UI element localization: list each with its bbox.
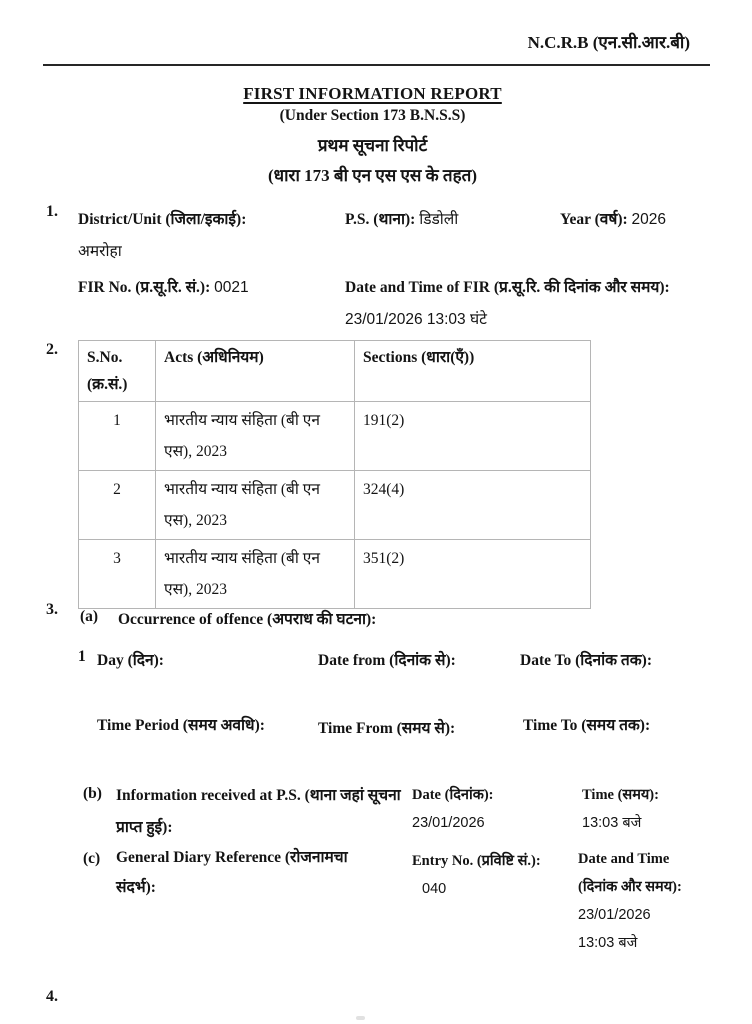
date-from-label: Date from (दिनांक से): xyxy=(318,652,456,669)
day-label: Day (दिन): xyxy=(97,652,164,669)
info-date-field xyxy=(412,781,572,837)
fir-no-value: 0021 xyxy=(214,279,249,296)
year-value: 2026 xyxy=(631,211,667,228)
row2-act: भारतीय न्याय संहिता (बी एन एस), 2023 xyxy=(156,471,355,540)
document-title-hindi: प्रथम सूचना रिपोर्ट xyxy=(317,136,428,155)
fir-datetime-field xyxy=(345,272,680,336)
row2-section: 324(4) xyxy=(355,471,591,540)
fir-datetime-value: 23/01/2026 13:03 घंटे xyxy=(345,311,487,328)
row1-sno: 1 xyxy=(79,402,156,471)
ncrb-header: N.C.R.B (एन.सी.आर.बी) xyxy=(527,33,690,52)
section3b-letter: (b) xyxy=(83,785,102,802)
ps-label: P.S. (थाना): xyxy=(345,211,416,228)
gd-entry-label: Entry No. (प्रविष्टि सं.): xyxy=(412,853,541,869)
gd-entry-field xyxy=(412,847,570,903)
row3-sno: 3 xyxy=(79,540,156,609)
section2-number: 2. xyxy=(46,341,58,358)
district-label: District/Unit (जिला/इकाई): xyxy=(78,211,247,228)
row3-section: 351(2) xyxy=(355,540,591,609)
row1-section: 191(2) xyxy=(355,402,591,471)
col-header-acts: Acts (अधिनियम) xyxy=(156,341,355,402)
fir-no-label: FIR No. (प्र.सू.रि. सं.): xyxy=(78,279,211,296)
info-time-field xyxy=(582,781,722,837)
year-field xyxy=(560,204,666,236)
gd-datetime-label: Date and Time (दिनांक और समय): xyxy=(578,851,682,895)
row1-act: भारतीय न्याय संहिता (बी एन एस), 2023 xyxy=(156,402,355,471)
ps-value: डिडोली xyxy=(419,211,459,228)
table-row xyxy=(79,540,591,609)
section4-number: 4. xyxy=(46,988,58,1005)
title-block xyxy=(0,84,745,189)
acts-sections-table xyxy=(78,340,591,609)
document-subtitle-hindi: (धारा 173 बी एन एस एस के तहत) xyxy=(268,166,477,185)
section3-number: 3. xyxy=(46,601,58,618)
occurrence-title: Occurrence of offence (अपराध की घटना): xyxy=(118,611,377,628)
section3a-letter: (a) xyxy=(80,608,99,625)
district-field xyxy=(78,204,333,268)
time-to-label: Time To (समय तक): xyxy=(523,717,651,734)
header-divider xyxy=(43,64,710,66)
document-subtitle-en: (Under Section 173 B.N.S.S) xyxy=(279,107,466,124)
table-row xyxy=(79,402,591,471)
info-time-label: Time (समय): xyxy=(582,787,659,803)
info-date-value: 23/01/2026 xyxy=(412,815,485,831)
info-date-label: Date (दिनांक): xyxy=(412,787,494,803)
row2-sno: 2 xyxy=(79,471,156,540)
section1-number: 1. xyxy=(46,203,58,220)
scan-artifact xyxy=(356,1016,365,1020)
district-value: अमरोहा xyxy=(78,243,122,260)
table-row xyxy=(79,471,591,540)
time-from-label: Time From (समय से): xyxy=(318,720,456,737)
gd-datetime-time: 13:03 बजे xyxy=(578,935,638,951)
gd-datetime-date: 23/01/2026 xyxy=(578,907,651,923)
year-label: Year (वर्ष): xyxy=(560,211,628,228)
document-title: FIRST INFORMATION REPORT xyxy=(243,84,502,103)
fir-no-field xyxy=(78,272,249,304)
ps-field xyxy=(345,204,458,236)
occurrence-row-number: 1 xyxy=(78,648,86,665)
gd-datetime-field xyxy=(578,845,692,957)
section3c-letter: (c) xyxy=(83,850,101,867)
time-period-label: Time Period (समय अवधि): xyxy=(97,717,265,734)
gd-reference-title: General Diary Reference (रोजनामचा संदर्भ): xyxy=(116,849,348,896)
info-received-title: Information received at P.S. (थाना जहां सूचना प्राप्त हुई): xyxy=(116,787,401,836)
gd-entry-value: 040 xyxy=(422,881,447,897)
col-header-sections: Sections (धारा(एँ)) xyxy=(355,341,591,402)
info-time-value: 13:03 बजे xyxy=(582,815,642,831)
col-header-sno: S.No. (क्र.सं.) xyxy=(79,341,156,402)
table-header-row xyxy=(79,341,591,402)
date-to-label: Date To (दिनांक तक): xyxy=(520,652,652,669)
fir-datetime-label: Date and Time of FIR (प्र.सू.रि. की दिनांक और समय): xyxy=(345,279,670,296)
row3-act: भारतीय न्याय संहिता (बी एन एस), 2023 xyxy=(156,540,355,609)
